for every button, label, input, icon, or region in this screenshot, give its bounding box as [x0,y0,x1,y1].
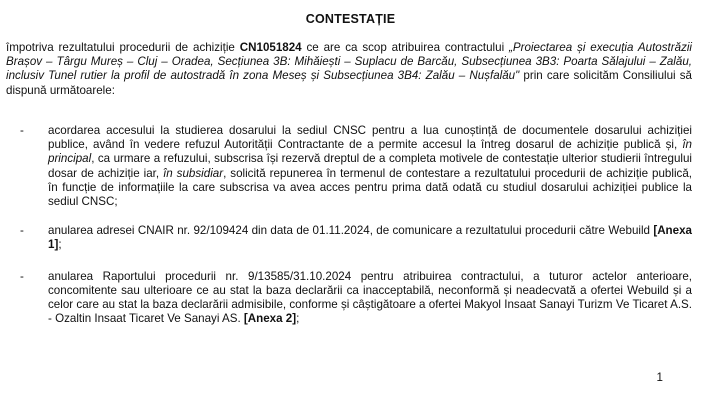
intro-text-1: împotriva rezultatului procedurii de achiziție [6,41,240,54]
request-list [20,124,692,326]
page-number: 1 [656,371,663,384]
intro-paragraph [6,41,692,98]
item-text: ; [296,312,300,326]
list-item [20,124,692,209]
item-text: , ca urmare a refuzului, subscrisa își rezervă dreptul de a completa motivele de contestație ulterior studierii întregului dosar de achiziție iar, [48,152,692,180]
item-text: , solicită repunerea în termenul de contestare a rezultatului procedurii de achiziție publică, în funcție de informațiile la care subscrisa va avea acces pentru prima dată odată cu studiul dosarului achiziției publice la sediul CNSC; [48,166,692,209]
annex-reference: [Anexa 1] [48,224,692,252]
document-title: CONTESTAȚIE [305,12,396,26]
bullet-dash: - [20,224,24,238]
procedure-code: CN1051824 [239,41,302,54]
item-italic-subsidiar: în subsidiar [163,166,224,180]
item-text: anularea adresei CNAIR nr. 92/109424 din data de 01.11.2024, de comunicare a rezultatului procedurii către Webuild [48,224,654,238]
contract-name: „Proiectarea și execuția Autostrăzii Brașov – Târgu Mureș – Cluj – Oradea, Secțiunea 3B: Mihăiești – Suplacu de Barcău, Subsecțiunea 3B3: Poarta Sălajului – Zalău, inclusiv Tunel rutier la profil de autostradă în zona Meseș și Subsecțiunea 3B4: Zalău – Nușfalău" [6,41,693,83]
item-italic-principal: în principal [48,138,692,166]
bullet-dash: - [20,124,24,137]
list-item [20,224,692,252]
intro-text-2: ce are ca scop atribuirea contractului [301,41,510,54]
item-text: anularea Raportului procedurii nr. 9/13585/31.10.2024 pentru atribuirea contractului, a tuturor actelor anterioare, concomitente sau ulterioare ce au stat la baza declarării ca inacceptabilă, neconformă și neadecvată a ofertei Webuild și a celor care au stat la baza declarării admisibile, conforme și câștigătoare a ofertei Makyol Insaat Sanayi Turizm Ve Ticaret A.S. - Ozaltin Insaat Ticaret Ve Sanayi AS. [48,269,692,326]
bullet-dash: - [20,269,24,283]
item-text: ; [58,238,62,252]
item-text: acordarea accesului la studierea dosarului la sediul CNSC pentru a lua cunoștință de documentele dosarului achiziției publice, având în vedere refuzul Autorității Contractante de a permite accesul la întreg dosarul de achiziție publică și, [48,124,692,152]
list-item [20,270,692,327]
intro-text-3: prin care solicităm Consiliului să dispună următoarele: [6,69,693,97]
annex-reference: [Anexa 2] [243,312,297,326]
